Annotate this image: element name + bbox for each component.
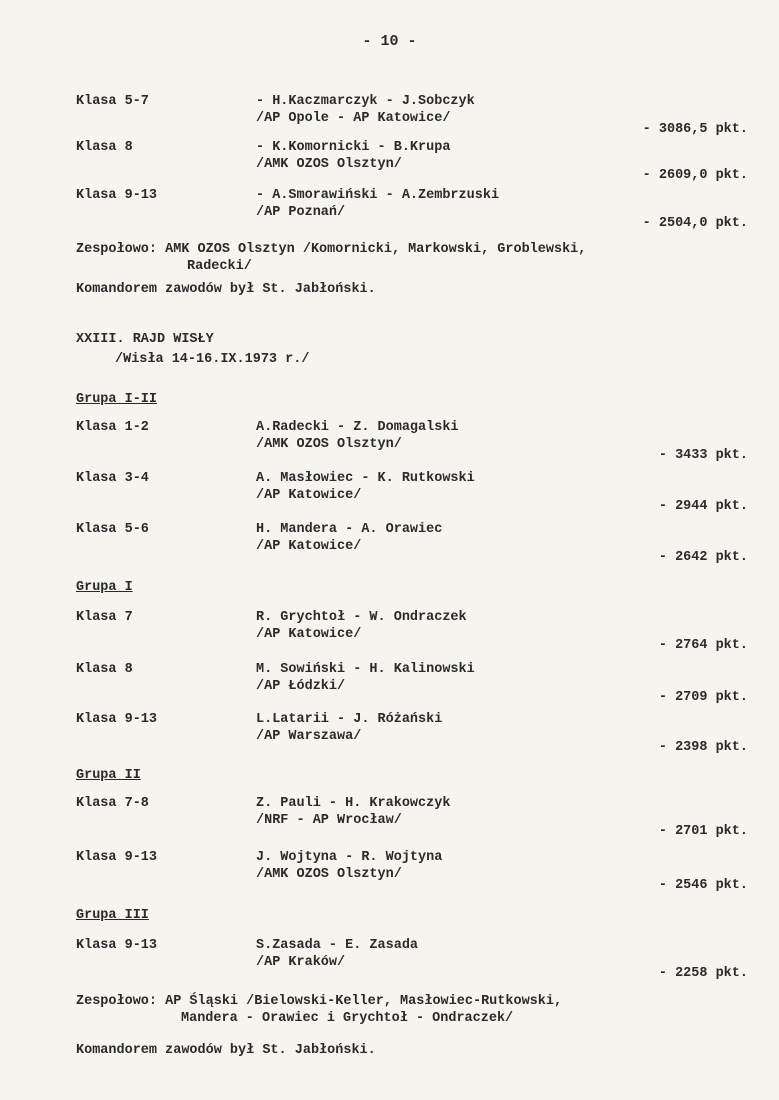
team-result-cont: Mandera - Orawiec i Grychtoł - Ondraczek/ <box>181 1011 514 1026</box>
crew-names: L.Latarii - J. Różański <box>256 712 443 727</box>
crew-club: /AP Katowice/ <box>256 539 362 554</box>
class-label: Klasa 7-8 <box>76 796 149 811</box>
crew-club: /AP Poznań/ <box>256 205 346 220</box>
page-number: - 10 - <box>362 33 417 50</box>
crew-names: - A.Smorawiński - A.Zembrzuski <box>256 188 500 203</box>
crew-score: - 2504,0 pkt. <box>642 216 748 231</box>
result-entry <box>76 712 756 760</box>
crew-club: /AP Katowice/ <box>256 488 362 503</box>
class-label: Klasa 8 <box>76 140 133 155</box>
crew-score: - 2546 pkt. <box>658 878 748 893</box>
crew-score: - 2642 pkt. <box>658 550 748 565</box>
crew-names: A. Masłowiec - K. Rutkowski <box>256 471 475 486</box>
crew-club: /AMK OZOS Olsztyn/ <box>256 437 402 452</box>
result-entry <box>76 610 756 658</box>
crew-score: - 2764 pkt. <box>658 638 748 653</box>
commander-line: Komandorem zawodów był St. Jabłoński. <box>76 282 376 297</box>
rally-dates: /Wisła 14-16.IX.1973 r./ <box>115 352 310 367</box>
result-entry <box>76 471 756 519</box>
group-heading: Grupa I <box>76 580 133 595</box>
crew-score: - 2709 pkt. <box>658 690 748 705</box>
crew-names: M. Sowiński - H. Kalinowski <box>256 662 475 677</box>
result-entry <box>76 850 756 898</box>
group-heading: Grupa II <box>76 768 141 783</box>
crew-score: - 2701 pkt. <box>658 824 748 839</box>
class-label: Klasa 9-13 <box>76 850 158 865</box>
crew-club: /AMK OZOS Olsztyn/ <box>256 157 402 172</box>
crew-names: J. Wojtyna - R. Wojtyna <box>256 850 443 865</box>
class-label: Klasa 3-4 <box>76 471 149 486</box>
crew-score: - 3086,5 pkt. <box>642 122 748 137</box>
group-heading: Grupa III <box>76 908 149 923</box>
commander-line: Komandorem zawodów był St. Jabłoński. <box>76 1043 376 1058</box>
class-label: Klasa 1-2 <box>76 420 149 435</box>
crew-club: /NRF - AP Wrocław/ <box>256 813 402 828</box>
class-label: Klasa 5-7 <box>76 94 149 109</box>
crew-score: - 2609,0 pkt. <box>642 168 748 183</box>
result-entry <box>76 522 756 570</box>
crew-names: H. Mandera - A. Orawiec <box>256 522 443 537</box>
crew-names: Z. Pauli - H. Krakowczyk <box>256 796 451 811</box>
result-entry <box>76 796 756 844</box>
result-entry <box>76 662 756 710</box>
class-label: Klasa 9-13 <box>76 188 158 203</box>
rally-title: XXIII. RAJD WISŁY <box>76 332 214 347</box>
crew-club: /AMK OZOS Olsztyn/ <box>256 867 402 882</box>
crew-club: /AP Warszawa/ <box>256 729 362 744</box>
class-label: Klasa 7 <box>76 610 133 625</box>
result-entry <box>76 188 756 236</box>
crew-club: /AP Katowice/ <box>256 627 362 642</box>
crew-score: - 2398 pkt. <box>658 740 748 755</box>
crew-names: - K.Komornicki - B.Krupa <box>256 140 451 155</box>
team-result: Zespołowo: AMK OZOS Olsztyn /Komornicki, Markowski, Groblewski, <box>76 242 587 257</box>
result-entry <box>76 94 756 142</box>
crew-names: A.Radecki - Z. Domagalski <box>256 420 459 435</box>
team-result: Zespołowo: AP Śląski /Bielowski-Keller, Masłowiec-Rutkowski, <box>76 994 563 1009</box>
crew-names: S.Zasada - E. Zasada <box>256 938 419 953</box>
crew-club: /AP Łódzki/ <box>256 679 346 694</box>
result-entry <box>76 420 756 468</box>
result-entry <box>76 140 756 188</box>
group-heading: Grupa I-II <box>76 392 158 407</box>
crew-score: - 2258 pkt. <box>658 966 748 981</box>
crew-names: R. Grychtoł - W. Ondraczek <box>256 610 467 625</box>
crew-club: /AP Kraków/ <box>256 955 346 970</box>
team-result-cont: Radecki/ <box>187 259 252 274</box>
crew-names: - H.Kaczmarczyk - J.Sobczyk <box>256 94 475 109</box>
class-label: Klasa 9-13 <box>76 938 158 953</box>
class-label: Klasa 8 <box>76 662 133 677</box>
class-label: Klasa 9-13 <box>76 712 158 727</box>
result-entry <box>76 938 756 986</box>
class-label: Klasa 5-6 <box>76 522 149 537</box>
crew-score: - 2944 pkt. <box>658 499 748 514</box>
crew-score: - 3433 pkt. <box>658 448 748 463</box>
crew-club: /AP Opole - AP Katowice/ <box>256 111 451 126</box>
